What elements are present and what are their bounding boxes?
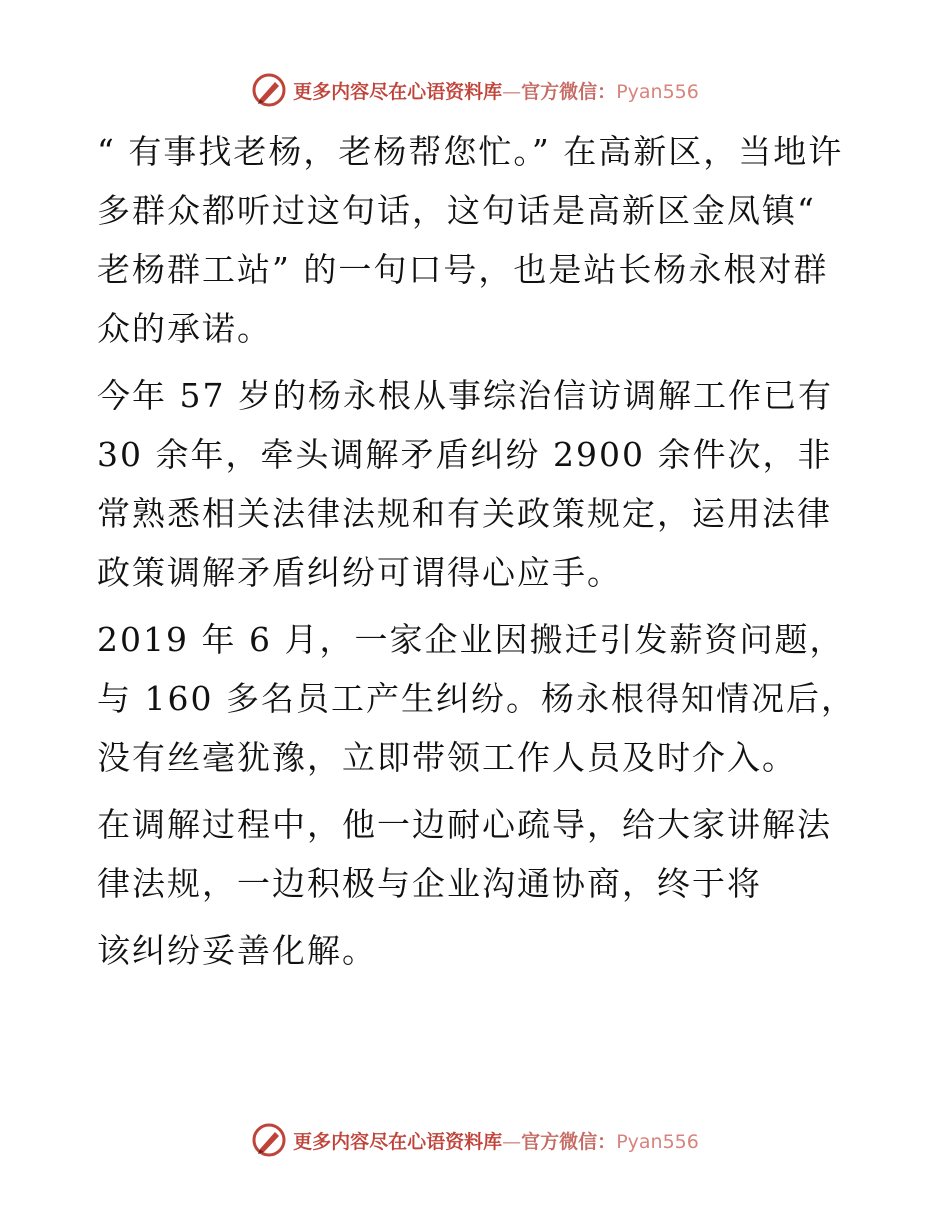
watermark-id: Pyan556 <box>616 80 699 103</box>
watermark-label: 官方微信： <box>521 1130 617 1153</box>
watermark-id: Pyan556 <box>616 1130 699 1153</box>
paragraph-1: “ 有事找老杨，老杨帮您忙。” 在高新区，当地许多群众都听过这句话，这句话是高新区金凤镇“ 老杨群工站” 的一句口号，也是站长杨永根对群众的承诺。 <box>97 132 844 348</box>
paragraph-2: 今年 57 岁的杨永根从事综治信访调解工作已有 30 余年，牵头调解矛盾纠纷 2900 余件次，非常熟悉相关法律法规和有关政策规定，运用法律政策调解矛盾纠纷可谓得心应手。 <box>97 376 833 592</box>
pen-logo-icon <box>251 72 287 108</box>
pen-logo-icon <box>251 1122 287 1158</box>
paragraph-4: 在调解过程中，他一边耐心疏导，给大家讲解法律法规，一边积极与企业沟通协商，终于将 <box>97 805 832 903</box>
watermark-label: 官方微信： <box>521 80 617 103</box>
watermark-dash: — <box>502 1130 522 1153</box>
article-body <box>97 122 857 980</box>
watermark-dash: — <box>502 80 522 103</box>
header-watermark <box>0 70 950 110</box>
watermark-text <box>293 77 699 104</box>
watermark-text <box>293 1127 699 1154</box>
watermark-site: 更多内容尽在心语资料库 <box>293 1130 503 1153</box>
watermark-site: 更多内容尽在心语资料库 <box>293 80 503 103</box>
footer-watermark <box>0 1120 950 1160</box>
paragraph-5: 该纠纷妥善化解。 <box>97 931 377 970</box>
paragraph-3: 2019 年 6 月，一家企业因搬迁引发薪资问题，与 160 多名员工产生纠纷。杨永根得知情况后，没有丝毫犹豫，立即带领工作人员及时介入。 <box>97 620 856 777</box>
